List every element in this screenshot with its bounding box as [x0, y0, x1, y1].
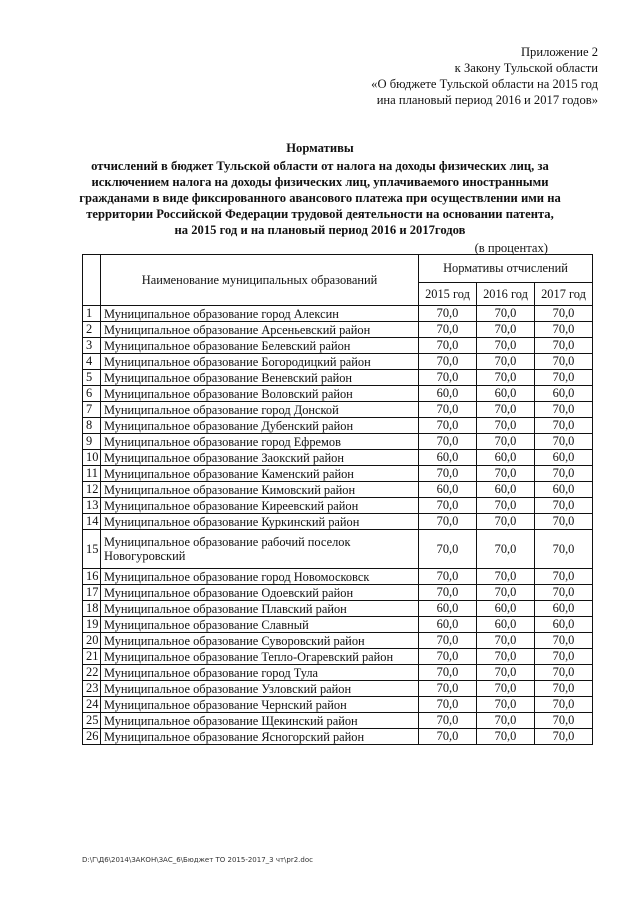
norm-2016: 70,0 — [477, 354, 535, 370]
norm-2016: 70,0 — [477, 681, 535, 697]
table-row — [83, 617, 593, 633]
row-number: 13 — [83, 498, 101, 514]
municipality-name: Муниципальное образование Узловский район — [101, 681, 419, 697]
norm-2016: 70,0 — [477, 322, 535, 338]
norm-2015: 60,0 — [419, 450, 477, 466]
norm-2017: 70,0 — [535, 466, 593, 482]
norm-2016: 70,0 — [477, 466, 535, 482]
norm-2016: 70,0 — [477, 514, 535, 530]
norm-2017: 70,0 — [535, 729, 593, 745]
norm-2016: 60,0 — [477, 386, 535, 402]
municipality-name: Муниципальное образование рабочий поселок Новогуровский — [101, 530, 419, 569]
municipality-name: Муниципальное образование Каменский район — [101, 466, 419, 482]
norm-2016: 70,0 — [477, 434, 535, 450]
appendix-line: «О бюджете Тульской области на 2015 год — [371, 77, 598, 91]
norm-2015: 70,0 — [419, 354, 477, 370]
norm-2016: 70,0 — [477, 370, 535, 386]
municipality-name: Муниципальное образование город Донской — [101, 402, 419, 418]
row-number: 20 — [83, 633, 101, 649]
row-number: 2 — [83, 322, 101, 338]
file-path-footer: D:\Г\Д6\2014\ЗАКОН\ЗАС_6\Бюджет ТО 2015-2017_3 чт\pr2.doc — [82, 856, 313, 864]
norm-2015: 60,0 — [419, 617, 477, 633]
row-number: 8 — [83, 418, 101, 434]
table-row — [83, 402, 593, 418]
norm-2016: 70,0 — [477, 418, 535, 434]
norm-2016: 70,0 — [477, 649, 535, 665]
norm-2016: 70,0 — [477, 665, 535, 681]
table-row — [83, 601, 593, 617]
table-row — [83, 322, 593, 338]
norm-2015: 70,0 — [419, 697, 477, 713]
row-number: 10 — [83, 450, 101, 466]
table-row — [83, 585, 593, 601]
municipality-name: Муниципальное образование город Ефремов — [101, 434, 419, 450]
row-number: 25 — [83, 713, 101, 729]
norm-2016: 60,0 — [477, 617, 535, 633]
municipality-name: Муниципальное образование Кимовский район — [101, 482, 419, 498]
norm-2015: 70,0 — [419, 306, 477, 322]
norm-2016: 70,0 — [477, 306, 535, 322]
municipality-name: Муниципальное образование Арсеньевский район — [101, 322, 419, 338]
norm-2015: 60,0 — [419, 386, 477, 402]
norm-2015: 60,0 — [419, 601, 477, 617]
norm-2015: 70,0 — [419, 530, 477, 569]
name-header: Наименование муниципальных образований — [101, 255, 419, 306]
table-row — [83, 466, 593, 482]
table-body — [83, 306, 593, 745]
norm-2015: 70,0 — [419, 585, 477, 601]
appendix-line: Приложение 2 — [520, 45, 598, 59]
norm-2015: 70,0 — [419, 338, 477, 354]
table-row — [83, 306, 593, 322]
title-line: исключением налога на доходы физических лиц, уплачиваемого иностранными — [91, 175, 549, 189]
norm-2017: 60,0 — [535, 386, 593, 402]
municipality-name: Муниципальное образование Ясногорский район — [101, 729, 419, 745]
table-row — [83, 681, 593, 697]
norm-2016: 70,0 — [477, 729, 535, 745]
row-number: 21 — [83, 649, 101, 665]
norm-2017: 70,0 — [535, 633, 593, 649]
table-header-row — [83, 255, 593, 283]
table-row — [83, 370, 593, 386]
row-number: 6 — [83, 386, 101, 402]
table-row — [83, 450, 593, 466]
table-row — [83, 569, 593, 585]
municipality-name: Муниципальное образование город Тула — [101, 665, 419, 681]
norm-2017: 70,0 — [535, 649, 593, 665]
norm-2017: 70,0 — [535, 697, 593, 713]
norm-2015: 70,0 — [419, 514, 477, 530]
row-number: 1 — [83, 306, 101, 322]
norm-2017: 60,0 — [535, 450, 593, 466]
units-note: (в процентах) — [474, 241, 548, 255]
norm-2015: 70,0 — [419, 434, 477, 450]
table-row — [83, 386, 593, 402]
row-number: 4 — [83, 354, 101, 370]
municipality-name: Муниципальное образование Белевский район — [101, 338, 419, 354]
norm-2015: 70,0 — [419, 633, 477, 649]
row-number: 14 — [83, 514, 101, 530]
title-main: Нормативы — [286, 141, 354, 155]
municipality-name: Муниципальное образование Веневский район — [101, 370, 419, 386]
table-row — [83, 633, 593, 649]
year-header-2015: 2015 год — [419, 283, 477, 306]
norm-2017: 70,0 — [535, 402, 593, 418]
norm-2016: 60,0 — [477, 601, 535, 617]
table-row — [83, 498, 593, 514]
row-number: 11 — [83, 466, 101, 482]
title-line: отчислений в бюджет Тульской области от налога на доходы физических лиц, за — [91, 159, 549, 173]
title-line: гражданами в виде фиксированного авансового платежа при осуществлении ими на — [79, 191, 561, 205]
table-row — [83, 713, 593, 729]
norm-2017: 70,0 — [535, 498, 593, 514]
table-row — [83, 418, 593, 434]
norm-2015: 70,0 — [419, 729, 477, 745]
municipality-name: Муниципальное образование Плавский район — [101, 601, 419, 617]
norm-2017: 70,0 — [535, 370, 593, 386]
norm-2015: 70,0 — [419, 713, 477, 729]
row-number: 19 — [83, 617, 101, 633]
table-row — [83, 354, 593, 370]
norm-2017: 70,0 — [535, 530, 593, 569]
table-row — [83, 434, 593, 450]
table-row — [83, 729, 593, 745]
norm-2015: 70,0 — [419, 569, 477, 585]
municipality-name: Муниципальное образование Богородицкий район — [101, 354, 419, 370]
norm-2017: 70,0 — [535, 418, 593, 434]
norm-2015: 70,0 — [419, 322, 477, 338]
row-number: 23 — [83, 681, 101, 697]
norm-2015: 70,0 — [419, 402, 477, 418]
norm-2016: 70,0 — [477, 338, 535, 354]
table-row — [83, 649, 593, 665]
table-row — [83, 338, 593, 354]
norm-2017: 70,0 — [535, 569, 593, 585]
norm-2017: 70,0 — [535, 338, 593, 354]
norm-2016: 70,0 — [477, 633, 535, 649]
norm-2017: 70,0 — [535, 514, 593, 530]
appendix-line: к Закону Тульской области — [454, 61, 598, 75]
municipality-name: Муниципальное образование Одоевский район — [101, 585, 419, 601]
norm-2015: 70,0 — [419, 498, 477, 514]
norm-2015: 70,0 — [419, 418, 477, 434]
norm-2016: 60,0 — [477, 482, 535, 498]
municipality-name: Муниципальное образование город Новомосковск — [101, 569, 419, 585]
appendix-line: ина плановый период 2016 и 2017 годов» — [376, 93, 598, 107]
year-header-2016: 2016 год — [477, 283, 535, 306]
norm-2015: 60,0 — [419, 482, 477, 498]
table-row — [83, 514, 593, 530]
table-row — [83, 665, 593, 681]
norm-2017: 60,0 — [535, 617, 593, 633]
norm-2017: 70,0 — [535, 322, 593, 338]
norm-2016: 70,0 — [477, 585, 535, 601]
table-row — [83, 697, 593, 713]
title-line: на 2015 год и на плановый период 2016 и 2017годов — [174, 223, 466, 237]
title-line: территории Российской Федерации трудовой деятельности на основании патента, — [86, 207, 554, 221]
norm-2017: 70,0 — [535, 434, 593, 450]
municipality-name: Муниципальное образование город Алексин — [101, 306, 419, 322]
row-number: 16 — [83, 569, 101, 585]
norm-2016: 70,0 — [477, 697, 535, 713]
norm-2016: 70,0 — [477, 713, 535, 729]
norm-2015: 70,0 — [419, 466, 477, 482]
row-number: 5 — [83, 370, 101, 386]
municipality-name: Муниципальное образование Чернский район — [101, 697, 419, 713]
norms-header: Нормативы отчислений — [419, 255, 593, 283]
norm-2017: 70,0 — [535, 665, 593, 681]
year-header-2017: 2017 год — [535, 283, 593, 306]
row-number: 15 — [83, 530, 101, 569]
municipality-name: Муниципальное образование Куркинский район — [101, 514, 419, 530]
row-number: 24 — [83, 697, 101, 713]
norm-2015: 70,0 — [419, 649, 477, 665]
norm-2016: 70,0 — [477, 569, 535, 585]
norm-2017: 70,0 — [535, 713, 593, 729]
norm-2017: 60,0 — [535, 482, 593, 498]
row-number: 7 — [83, 402, 101, 418]
norm-2016: 70,0 — [477, 402, 535, 418]
row-number: 26 — [83, 729, 101, 745]
municipality-name: Муниципальное образование Тепло-Огаревский район — [101, 649, 419, 665]
document-title — [60, 140, 580, 238]
norm-2016: 60,0 — [477, 450, 535, 466]
norm-2015: 70,0 — [419, 681, 477, 697]
row-number: 22 — [83, 665, 101, 681]
municipality-name: Муниципальное образование Дубенский район — [101, 418, 419, 434]
norm-2017: 70,0 — [535, 354, 593, 370]
norm-2015: 70,0 — [419, 370, 477, 386]
norm-2017: 70,0 — [535, 585, 593, 601]
municipality-name: Муниципальное образование Киреевский район — [101, 498, 419, 514]
norm-2017: 70,0 — [535, 306, 593, 322]
appendix-header — [298, 44, 598, 108]
table-row — [83, 482, 593, 498]
norm-2015: 70,0 — [419, 665, 477, 681]
norm-2016: 70,0 — [477, 498, 535, 514]
row-number: 18 — [83, 601, 101, 617]
row-number: 17 — [83, 585, 101, 601]
norms-table — [82, 254, 593, 745]
norm-2017: 70,0 — [535, 681, 593, 697]
municipality-name: Муниципальное образование Заокский район — [101, 450, 419, 466]
norm-2017: 60,0 — [535, 601, 593, 617]
norm-2016: 70,0 — [477, 530, 535, 569]
row-number: 9 — [83, 434, 101, 450]
municipality-name: Муниципальное образование Воловский район — [101, 386, 419, 402]
number-header — [83, 255, 101, 306]
municipality-name: Муниципальное образование Щекинский район — [101, 713, 419, 729]
municipality-name: Муниципальное образование Славный — [101, 617, 419, 633]
row-number: 3 — [83, 338, 101, 354]
row-number: 12 — [83, 482, 101, 498]
municipality-name: Муниципальное образование Суворовский район — [101, 633, 419, 649]
table-row — [83, 530, 593, 569]
